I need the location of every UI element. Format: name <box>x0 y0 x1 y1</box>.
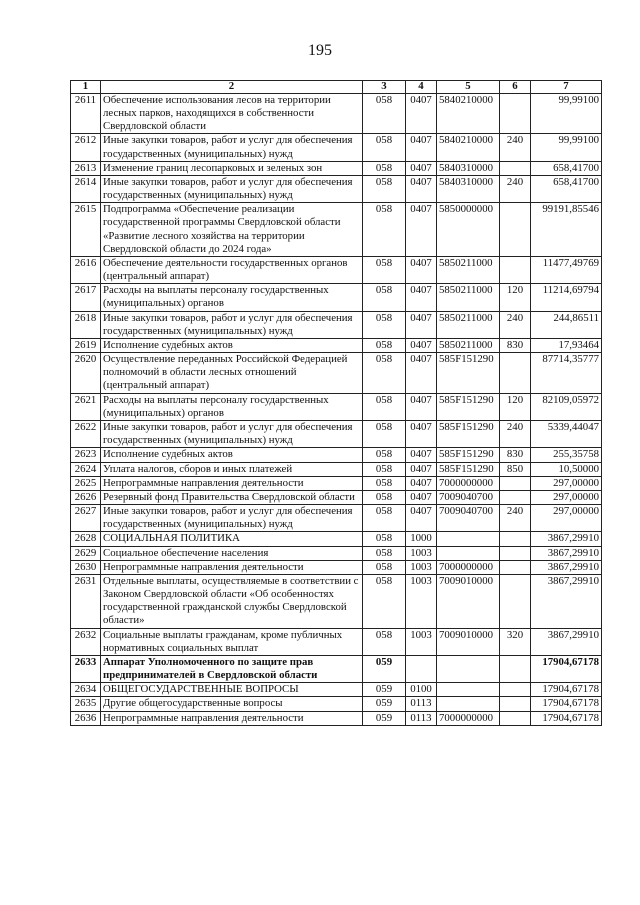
table-row <box>71 490 602 504</box>
row-name: Непрограммные направления деятельности <box>101 476 363 490</box>
row-section-code: 0407 <box>406 338 437 352</box>
table-row <box>71 560 602 574</box>
table-row <box>71 161 602 175</box>
table-row <box>71 711 602 725</box>
row-expense-type <box>500 353 531 394</box>
row-target-code: 5850211000 <box>437 256 500 283</box>
row-expense-type: 850 <box>500 462 531 476</box>
row-section-code: 0407 <box>406 476 437 490</box>
row-number: 2622 <box>71 421 101 448</box>
row-amount: 244,86511 <box>531 311 602 338</box>
row-amount: 99,99100 <box>531 93 602 134</box>
table-row <box>71 546 602 560</box>
row-ministry-code: 058 <box>363 134 406 161</box>
row-target-code: 5840310000 <box>437 175 500 202</box>
row-amount: 10,50000 <box>531 462 602 476</box>
row-amount: 3867,29910 <box>531 574 602 628</box>
row-ministry-code: 058 <box>363 574 406 628</box>
table-row <box>71 505 602 532</box>
row-target-code: 5850211000 <box>437 311 500 338</box>
row-number: 2621 <box>71 393 101 420</box>
header-col-2: 2 <box>101 81 363 94</box>
row-number: 2624 <box>71 462 101 476</box>
row-ministry-code: 058 <box>363 203 406 257</box>
row-expense-type <box>500 161 531 175</box>
table-row <box>71 448 602 462</box>
row-target-code: 585F151290 <box>437 448 500 462</box>
row-section-code: 1003 <box>406 546 437 560</box>
row-section-code: 0407 <box>406 490 437 504</box>
row-target-code <box>437 683 500 697</box>
row-amount: 17904,67178 <box>531 697 602 711</box>
row-number: 2629 <box>71 546 101 560</box>
table-body <box>71 93 602 725</box>
table-row <box>71 256 602 283</box>
row-expense-type: 240 <box>500 311 531 338</box>
row-number: 2613 <box>71 161 101 175</box>
row-target-code: 7009040700 <box>437 490 500 504</box>
header-row <box>71 81 602 94</box>
table-row <box>71 421 602 448</box>
header-col-7: 7 <box>531 81 602 94</box>
row-target-code: 5840210000 <box>437 93 500 134</box>
row-target-code: 5840310000 <box>437 161 500 175</box>
table-row <box>71 574 602 628</box>
row-expense-type <box>500 711 531 725</box>
row-ministry-code: 058 <box>363 393 406 420</box>
row-amount: 11214,69794 <box>531 284 602 311</box>
row-amount: 99,99100 <box>531 134 602 161</box>
row-expense-type: 240 <box>500 175 531 202</box>
row-target-code: 7000000000 <box>437 560 500 574</box>
row-ministry-code: 058 <box>363 490 406 504</box>
row-expense-type <box>500 532 531 546</box>
row-number: 2628 <box>71 532 101 546</box>
row-amount: 11477,49769 <box>531 256 602 283</box>
row-target-code: 585F151290 <box>437 353 500 394</box>
row-ministry-code: 058 <box>363 628 406 655</box>
row-expense-type <box>500 697 531 711</box>
row-amount: 5339,44047 <box>531 421 602 448</box>
row-section-code: 0407 <box>406 505 437 532</box>
table-row <box>71 462 602 476</box>
row-number: 2635 <box>71 697 101 711</box>
row-amount: 82109,05972 <box>531 393 602 420</box>
row-ministry-code: 059 <box>363 711 406 725</box>
row-ministry-code: 058 <box>363 311 406 338</box>
row-expense-type: 320 <box>500 628 531 655</box>
row-amount: 658,41700 <box>531 161 602 175</box>
row-number: 2619 <box>71 338 101 352</box>
row-target-code: 5850211000 <box>437 338 500 352</box>
row-name: Аппарат Уполномоченного по защите прав предпринимателей в Свердловской области <box>101 655 363 682</box>
row-target-code: 5850211000 <box>437 284 500 311</box>
row-amount: 99191,85546 <box>531 203 602 257</box>
row-expense-type: 240 <box>500 421 531 448</box>
row-number: 2618 <box>71 311 101 338</box>
row-expense-type <box>500 476 531 490</box>
row-section-code: 0407 <box>406 161 437 175</box>
row-target-code: 585F151290 <box>437 462 500 476</box>
table-row <box>71 393 602 420</box>
row-number: 2620 <box>71 353 101 394</box>
row-target-code: 7000000000 <box>437 711 500 725</box>
row-name: Расходы на выплаты персоналу государственных (муниципальных) органов <box>101 284 363 311</box>
table-row <box>71 353 602 394</box>
row-expense-type <box>500 546 531 560</box>
row-amount: 255,35758 <box>531 448 602 462</box>
row-number: 2614 <box>71 175 101 202</box>
row-target-code <box>437 532 500 546</box>
row-ministry-code: 058 <box>363 462 406 476</box>
table-row <box>71 655 602 682</box>
row-name: Иные закупки товаров, работ и услуг для обеспечения государственных (муниципальных) нужд <box>101 134 363 161</box>
table-row <box>71 338 602 352</box>
row-amount: 17904,67178 <box>531 683 602 697</box>
row-amount: 3867,29910 <box>531 560 602 574</box>
row-amount: 297,00000 <box>531 490 602 504</box>
row-expense-type <box>500 560 531 574</box>
row-number: 2631 <box>71 574 101 628</box>
row-expense-type: 830 <box>500 448 531 462</box>
row-section-code: 0407 <box>406 175 437 202</box>
row-section-code: 1000 <box>406 532 437 546</box>
row-section-code: 0407 <box>406 353 437 394</box>
row-expense-type: 120 <box>500 393 531 420</box>
row-amount: 3867,29910 <box>531 532 602 546</box>
row-ministry-code: 059 <box>363 655 406 682</box>
row-target-code: 7009010000 <box>437 574 500 628</box>
row-amount: 17,93464 <box>531 338 602 352</box>
row-name: Расходы на выплаты персоналу государственных (муниципальных) органов <box>101 393 363 420</box>
row-name: Непрограммные направления деятельности <box>101 560 363 574</box>
row-number: 2617 <box>71 284 101 311</box>
row-number: 2611 <box>71 93 101 134</box>
row-target-code: 7000000000 <box>437 476 500 490</box>
row-section-code: 1003 <box>406 574 437 628</box>
row-number: 2634 <box>71 683 101 697</box>
row-ministry-code: 058 <box>363 532 406 546</box>
row-target-code <box>437 546 500 560</box>
row-section-code: 0407 <box>406 462 437 476</box>
row-name: Обеспечение деятельности государственных органов (центральный аппарат) <box>101 256 363 283</box>
row-name: Иные закупки товаров, работ и услуг для обеспечения государственных (муниципальных) нужд <box>101 311 363 338</box>
table-row <box>71 532 602 546</box>
table-row <box>71 697 602 711</box>
table-row <box>71 284 602 311</box>
budget-table <box>70 80 602 726</box>
row-ministry-code: 059 <box>363 683 406 697</box>
table-row <box>71 203 602 257</box>
row-ministry-code: 058 <box>363 476 406 490</box>
row-section-code: 1003 <box>406 560 437 574</box>
row-ministry-code: 059 <box>363 697 406 711</box>
row-amount: 3867,29910 <box>531 546 602 560</box>
table-row <box>71 476 602 490</box>
row-target-code <box>437 655 500 682</box>
row-name: Другие общегосударственные вопросы <box>101 697 363 711</box>
row-target-code: 585F151290 <box>437 393 500 420</box>
header-col-5: 5 <box>437 81 500 94</box>
row-number: 2625 <box>71 476 101 490</box>
row-expense-type: 240 <box>500 134 531 161</box>
row-name: Непрограммные направления деятельности <box>101 711 363 725</box>
row-number: 2616 <box>71 256 101 283</box>
row-name: Социальное обеспечение населения <box>101 546 363 560</box>
row-name: Иные закупки товаров, работ и услуг для обеспечения государственных (муниципальных) нужд <box>101 505 363 532</box>
table-row <box>71 175 602 202</box>
row-section-code: 0100 <box>406 683 437 697</box>
row-ministry-code: 058 <box>363 353 406 394</box>
row-ministry-code: 058 <box>363 284 406 311</box>
row-section-code: 0407 <box>406 311 437 338</box>
row-expense-type <box>500 203 531 257</box>
row-expense-type <box>500 490 531 504</box>
row-name: Подпрограмма «Обеспечение реализации государственной программы Свердловской области «Развитие лесного хозяйства на территории Свердловской области до 2024 года» <box>101 203 363 257</box>
row-target-code: 5850000000 <box>437 203 500 257</box>
row-section-code: 0407 <box>406 393 437 420</box>
row-target-code: 5840210000 <box>437 134 500 161</box>
table-row <box>71 93 602 134</box>
row-expense-type <box>500 93 531 134</box>
row-number: 2623 <box>71 448 101 462</box>
header-col-6: 6 <box>500 81 531 94</box>
row-name: Иные закупки товаров, работ и услуг для обеспечения государственных (муниципальных) нужд <box>101 421 363 448</box>
row-section-code: 0113 <box>406 697 437 711</box>
row-section-code: 0407 <box>406 93 437 134</box>
row-number: 2636 <box>71 711 101 725</box>
row-number: 2630 <box>71 560 101 574</box>
row-section-code <box>406 655 437 682</box>
row-ministry-code: 058 <box>363 93 406 134</box>
row-name: Исполнение судебных актов <box>101 448 363 462</box>
row-target-code: 7009010000 <box>437 628 500 655</box>
page-number: 195 <box>308 42 332 59</box>
row-name: Уплата налогов, сборов и иных платежей <box>101 462 363 476</box>
row-target-code: 7009040700 <box>437 505 500 532</box>
row-ministry-code: 058 <box>363 256 406 283</box>
row-ministry-code: 058 <box>363 505 406 532</box>
row-ministry-code: 058 <box>363 161 406 175</box>
table-row <box>71 311 602 338</box>
row-target-code: 585F151290 <box>437 421 500 448</box>
row-number: 2632 <box>71 628 101 655</box>
row-section-code: 0407 <box>406 284 437 311</box>
row-amount: 17904,67178 <box>531 711 602 725</box>
row-expense-type <box>500 655 531 682</box>
row-section-code: 0407 <box>406 256 437 283</box>
row-number: 2615 <box>71 203 101 257</box>
row-name: ОБЩЕГОСУДАРСТВЕННЫЕ ВОПРОСЫ <box>101 683 363 697</box>
row-ministry-code: 058 <box>363 546 406 560</box>
table-row <box>71 683 602 697</box>
row-amount: 297,00000 <box>531 505 602 532</box>
row-name: Исполнение судебных актов <box>101 338 363 352</box>
row-name: СОЦИАЛЬНАЯ ПОЛИТИКА <box>101 532 363 546</box>
row-number: 2612 <box>71 134 101 161</box>
row-ministry-code: 058 <box>363 560 406 574</box>
row-amount: 17904,67178 <box>531 655 602 682</box>
row-name: Иные закупки товаров, работ и услуг для обеспечения государственных (муниципальных) нужд <box>101 175 363 202</box>
row-name: Изменение границ лесопарковых и зеленых зон <box>101 161 363 175</box>
header-col-3: 3 <box>363 81 406 94</box>
row-name: Социальные выплаты гражданам, кроме публичных нормативных социальных выплат <box>101 628 363 655</box>
row-name: Обеспечение использования лесов на территории лесных парков, находящихся в собственности Свердловской области <box>101 93 363 134</box>
row-expense-type <box>500 683 531 697</box>
row-name: Осуществление переданных Российской Федерацией полномочий в области лесных отношений (центральный аппарат) <box>101 353 363 394</box>
row-number: 2633 <box>71 655 101 682</box>
table-row <box>71 134 602 161</box>
row-expense-type <box>500 256 531 283</box>
row-expense-type <box>500 574 531 628</box>
row-expense-type: 120 <box>500 284 531 311</box>
row-ministry-code: 058 <box>363 338 406 352</box>
row-name: Резервный фонд Правительства Свердловской области <box>101 490 363 504</box>
row-name: Отдельные выплаты, осуществляемые в соответствии с Законом Свердловской области «Об особенностях государственной гражданской службы Свердловской области» <box>101 574 363 628</box>
row-target-code <box>437 697 500 711</box>
row-section-code: 0407 <box>406 134 437 161</box>
row-amount: 658,41700 <box>531 175 602 202</box>
row-section-code: 0407 <box>406 203 437 257</box>
row-section-code: 0407 <box>406 421 437 448</box>
row-amount: 3867,29910 <box>531 628 602 655</box>
row-section-code: 0113 <box>406 711 437 725</box>
row-section-code: 1003 <box>406 628 437 655</box>
header-col-4: 4 <box>406 81 437 94</box>
row-ministry-code: 058 <box>363 421 406 448</box>
row-number: 2626 <box>71 490 101 504</box>
row-amount: 297,00000 <box>531 476 602 490</box>
row-ministry-code: 058 <box>363 448 406 462</box>
row-expense-type: 240 <box>500 505 531 532</box>
row-section-code: 0407 <box>406 448 437 462</box>
row-expense-type: 830 <box>500 338 531 352</box>
row-amount: 87714,35777 <box>531 353 602 394</box>
header-col-1: 1 <box>71 81 101 94</box>
row-ministry-code: 058 <box>363 175 406 202</box>
table-row <box>71 628 602 655</box>
row-number: 2627 <box>71 505 101 532</box>
